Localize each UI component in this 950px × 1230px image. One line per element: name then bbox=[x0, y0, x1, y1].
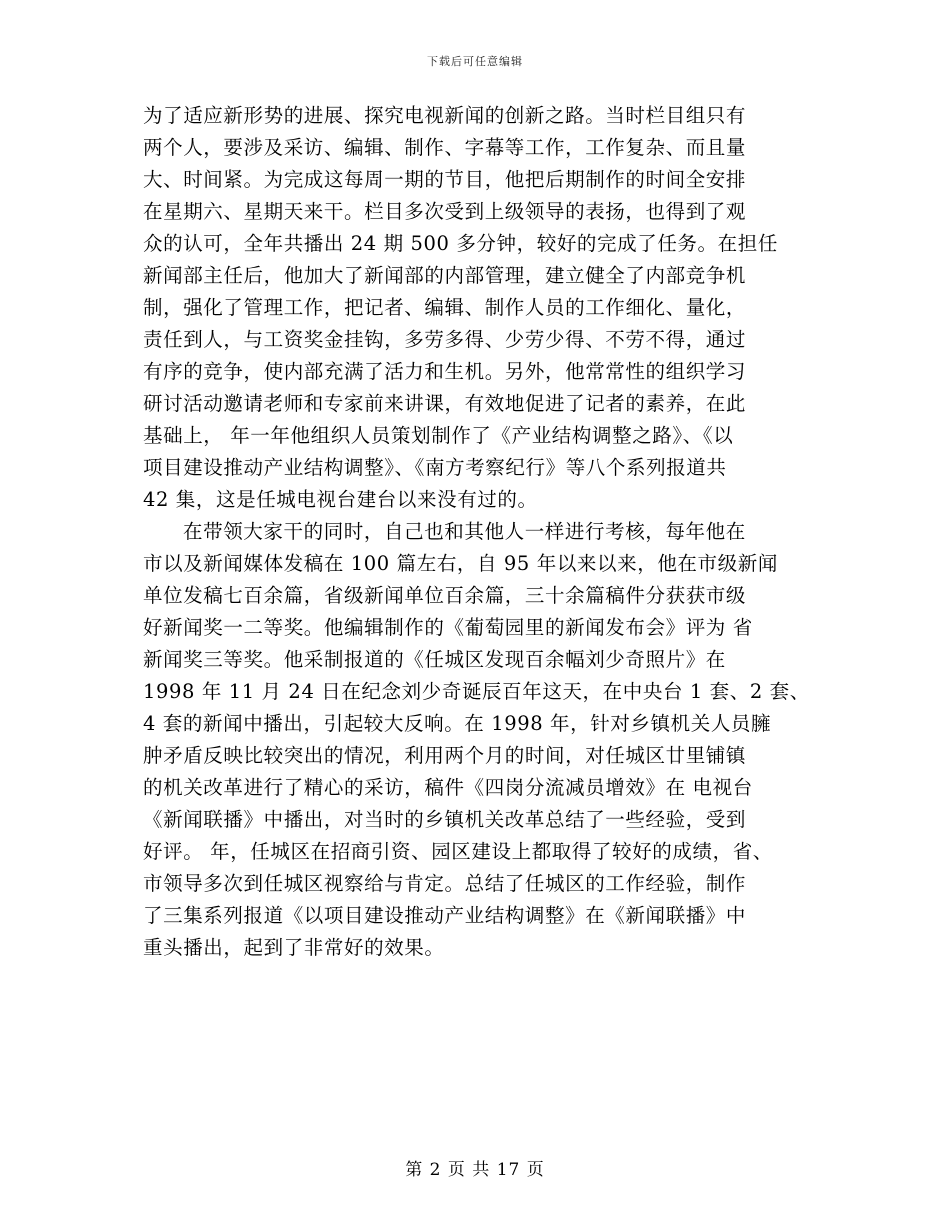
text-line: 市以及新闻媒体发稿在 100 篇左右，自 95 年以来以来，他在市级新闻 bbox=[143, 552, 778, 575]
text-line: 在带领大家干的同时，自己也和其他人一样进行考核，每年他在 bbox=[183, 520, 746, 543]
text-line: 肿矛盾反映比较突出的情况，利用两个月的时间，对任城区廿里铺镇 bbox=[143, 744, 747, 767]
text-line: 为了适应新形势的进展、探究电视新闻的创新之路。当时栏目组只有 bbox=[143, 104, 747, 127]
text-line: 两个人，要涉及采访、编辑、制作、字幕等工作，工作复杂、而且量 bbox=[143, 136, 747, 159]
text-line: 1998 年 11 月 24 日在纪念刘少奇诞辰百年这天，在中央台 1 套、2 套、 bbox=[143, 680, 810, 703]
text-line: 有序的竞争，使内部充满了活力和生机。另外，他常常性的组织学习 bbox=[143, 360, 747, 383]
text-line: 4 套的新闻中播出，引起较大反响。在 1998 年，针对乡镇机关人员臃 bbox=[143, 712, 772, 735]
text-line: 了三集系列报道《以项目建设推动产业结构调整》在《新闻联播》中 bbox=[143, 904, 747, 927]
page-number-footer: 第 2 页 共 17 页 bbox=[405, 1160, 545, 1180]
document-body bbox=[143, 100, 833, 964]
text-line: 好评。 年，任城区在招商引资、园区建设上都取得了较好的成绩，省、 bbox=[143, 840, 773, 863]
text-line: 新闻部主任后，他加大了新闻部的内部管理，建立健全了内部竞争机 bbox=[143, 264, 747, 287]
text-line: 研讨活动邀请老师和专家前来讲课，有效地促进了记者的素养，在此 bbox=[143, 392, 747, 415]
text-line: 市领导多次到任城区视察给与肯定。总结了任城区的工作经验，制作 bbox=[143, 872, 747, 895]
text-line: 好新闻奖一二等奖。他编辑制作的《葡萄园里的新闻发布会》评为 省 bbox=[143, 616, 753, 639]
text-line: 42 集，这是任城电视台建台以来没有过的。 bbox=[143, 488, 538, 511]
text-line: 在星期六、星期天来干。栏目多次受到上级领导的表扬，也得到了观 bbox=[143, 200, 747, 223]
text-line: 众的认可，全年共播出 24 期 500 多分钟，较好的完成了任务。在担任 bbox=[143, 232, 778, 255]
text-line: 重头播出，起到了非常好的效果。 bbox=[143, 936, 445, 959]
text-line: 基础上， 年一年他组织人员策划制作了《产业结构调整之路》、《以 bbox=[143, 424, 734, 447]
text-line: 的机关改革进行了精心的采访，稿件《四岗分流减员增效》在 电视台 bbox=[143, 776, 753, 799]
text-line: 制，强化了管理工作，把记者、编辑、制作人员的工作细化、量化， bbox=[143, 296, 747, 319]
text-line: 大、时间紧。为完成这每周一期的节目，他把后期制作的时间全安排 bbox=[143, 168, 747, 191]
text-line: 项目建设推动产业结构调整》、《南方考察纪行》等八个系列报道共 bbox=[143, 456, 727, 479]
text-line: 《新闻联播》中播出，对当时的乡镇机关改革总结了一些经验，受到 bbox=[143, 808, 747, 831]
text-line: 单位发稿七百余篇，省级新闻单位百余篇，三十余篇稿件分获获市级 bbox=[143, 584, 747, 607]
page-header: 下载后可任意编辑 bbox=[427, 55, 523, 68]
text-line: 新闻奖三等奖。他采制报道的《任城区发现百余幅刘少奇照片》在 bbox=[143, 648, 726, 671]
text-line: 责任到人，与工资奖金挂钩，多劳多得、少劳少得、不劳不得，通过 bbox=[143, 328, 747, 351]
